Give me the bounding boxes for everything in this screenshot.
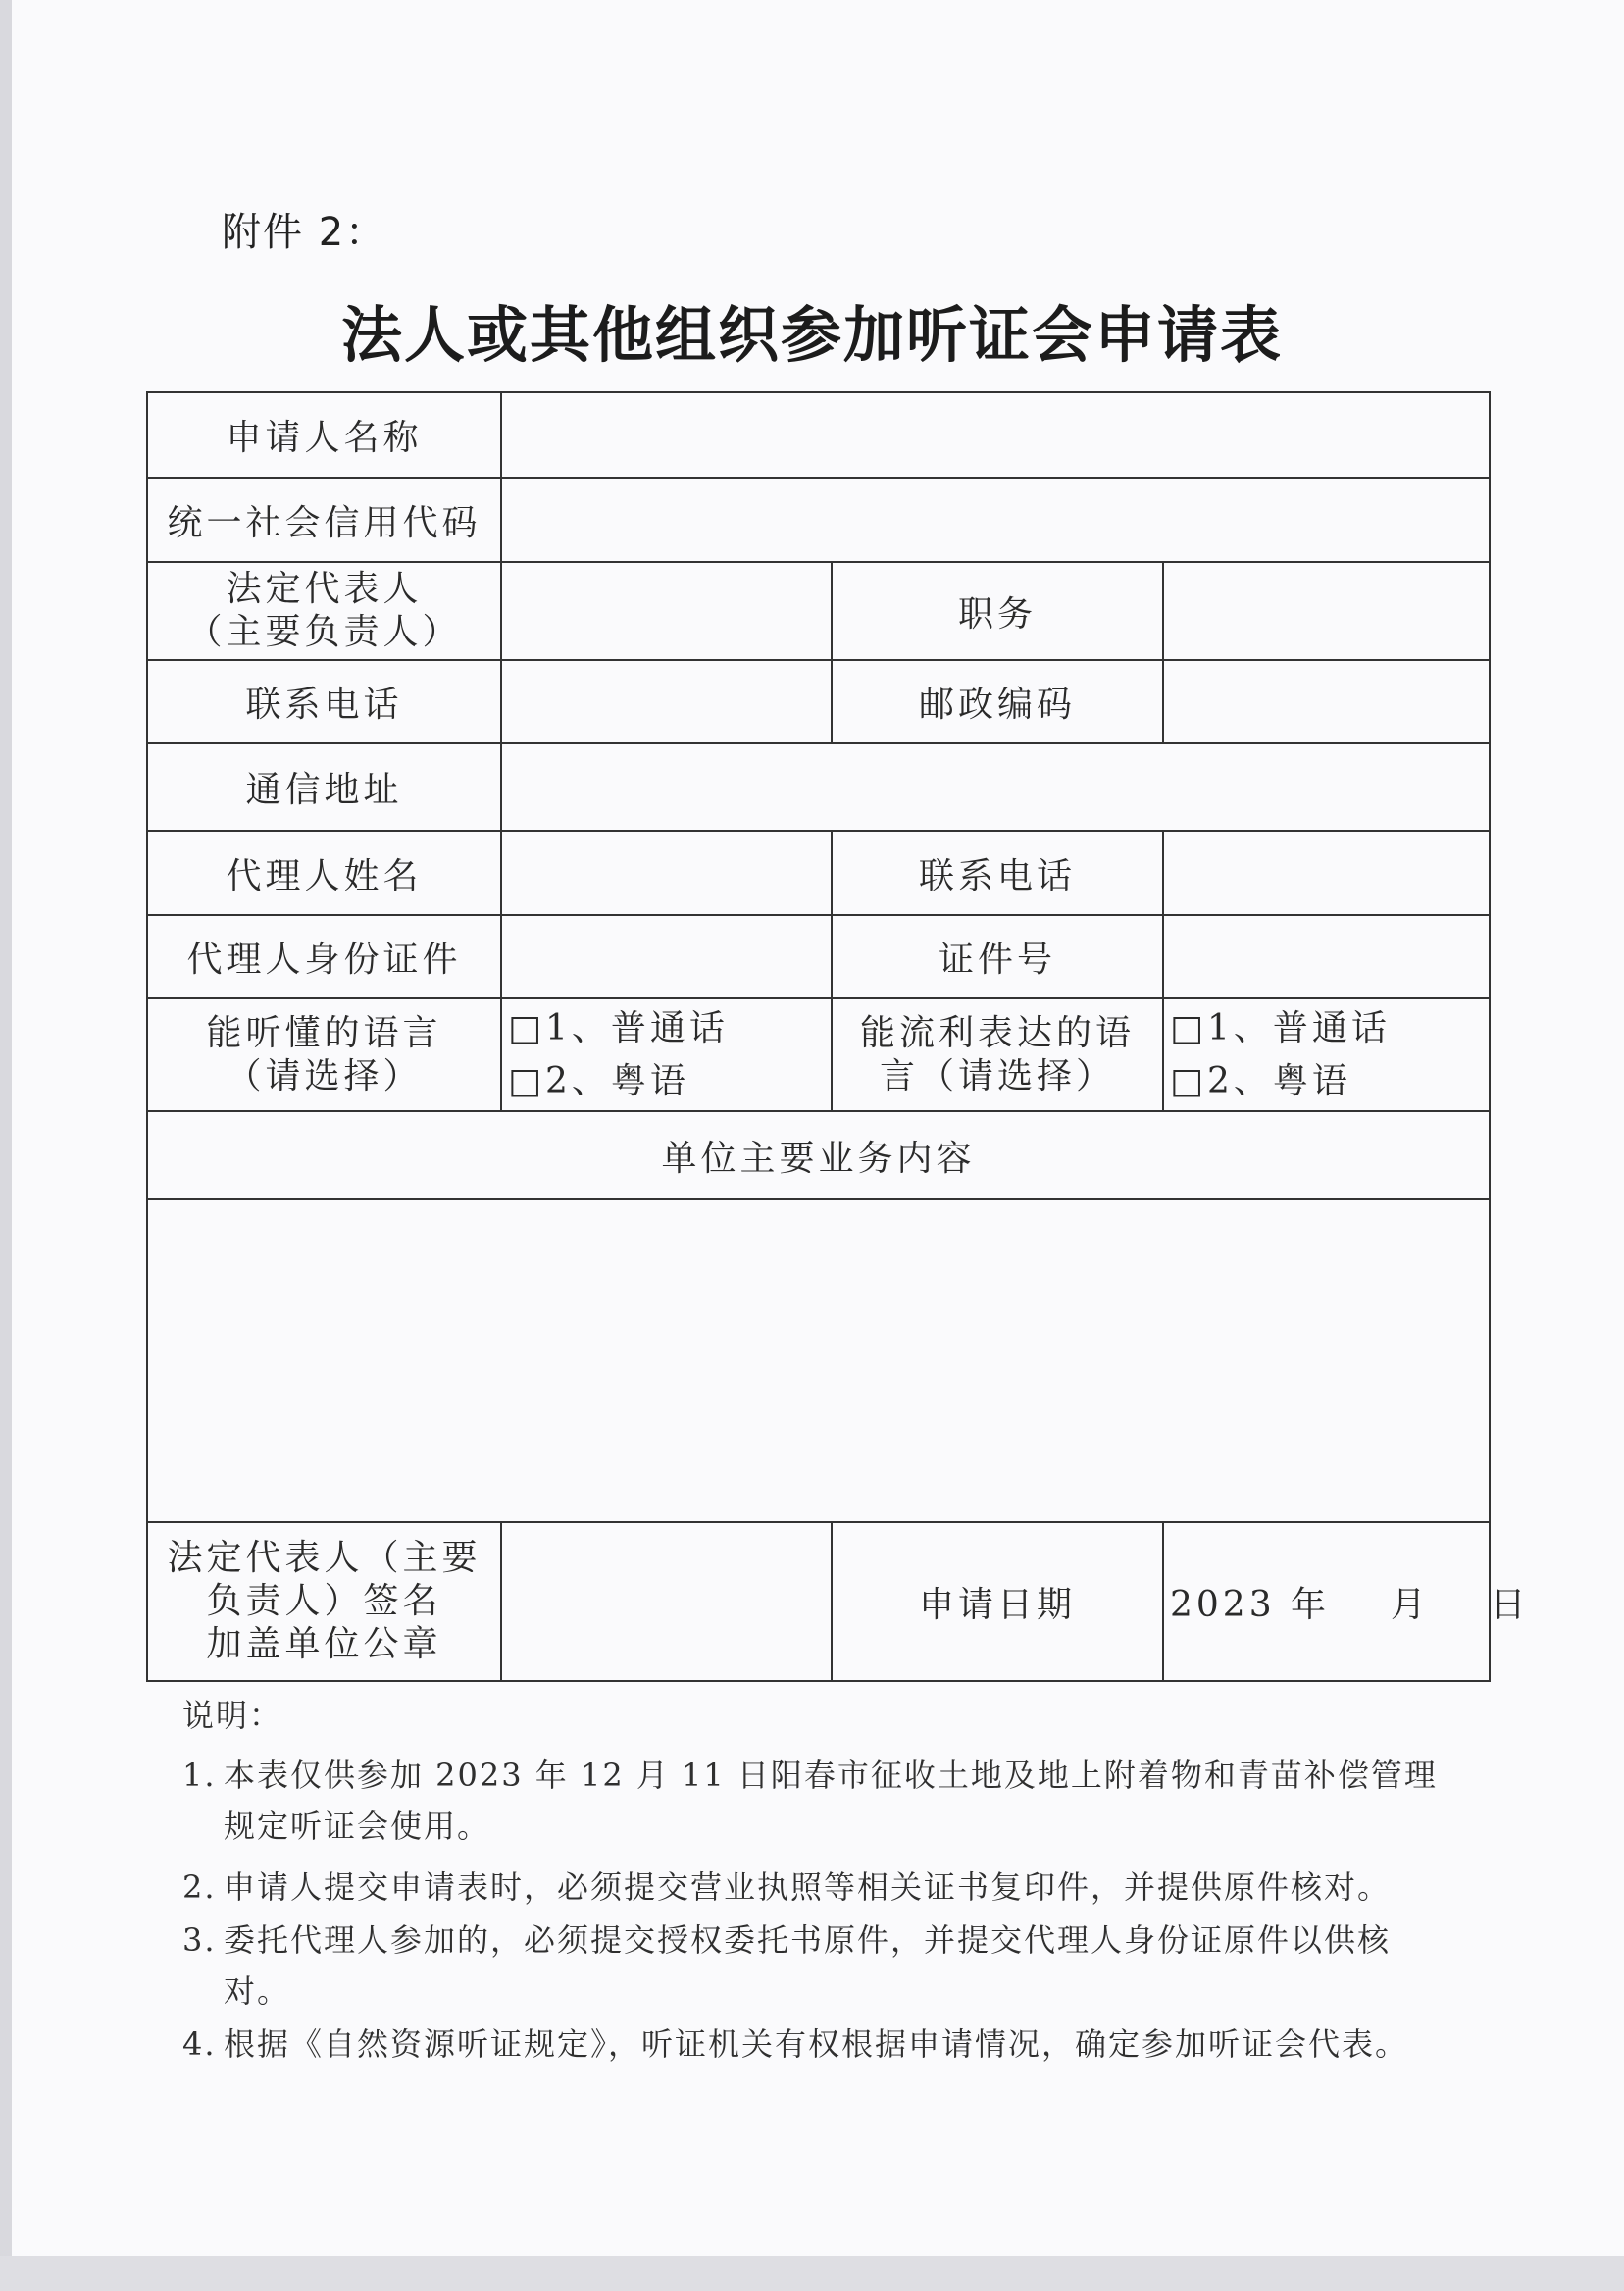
field-business-content[interactable] [147,1199,1490,1522]
label-postal-code: 邮政编码 [832,660,1163,743]
label-agent-id: 代理人身份证件 [147,915,501,998]
note-number: 2. [182,1868,217,1906]
field-position[interactable] [1163,562,1490,660]
legal-rep-line2: （主要负责人） [186,612,462,652]
label-apply-date: 申请日期 [832,1522,1163,1681]
attachment-label: 附件 2： [222,210,387,255]
field-phone[interactable] [501,660,832,743]
field-applicant-name[interactable] [501,392,1490,478]
understand-option-mandarin[interactable]: □1、普通话 [508,1007,729,1048]
signature-line1: 法定代表人（主要 [167,1538,482,1578]
label-speak-language [832,998,1163,1111]
notes-heading: 说明： [182,1697,283,1734]
legal-rep-line1: 法定代表人 [226,569,423,609]
label-position: 职务 [832,562,1163,660]
label-understand-language [147,998,501,1111]
section-business-content: 单位主要业务内容 [147,1111,1490,1199]
label-agent-phone: 联系电话 [832,831,1163,915]
speak-option-mandarin[interactable]: □1、普通话 [1170,1007,1391,1048]
form-title: 法人或其他组织参加听证会申请表 [340,299,1283,371]
label-address: 通信地址 [147,743,501,831]
understand-language-options [501,998,832,1111]
signature-line2: 负责人）签名 [206,1581,442,1621]
note-text: 本表仅供参加 2023 年 12 月 11 日阳春市征收土地及地上附着物和青苗补偿管理规定听证会使用。 [224,1756,1438,1845]
label-legal-representative [147,562,501,660]
speak-lang-line1: 能流利表达的语 [859,1012,1135,1053]
application-form-table [146,391,1530,1682]
note-item [182,1861,1447,1912]
field-agent-id[interactable] [501,915,832,998]
label-signature [147,1522,501,1681]
note-text: 根据《自然资源听证规定》，听证机关有权根据申请情况，确定参加听证会代表。 [224,2025,1409,2062]
note-text: 委托代理人参加的，必须提交授权委托书原件，并提交代理人身份证原件以供核对。 [224,1921,1392,2010]
note-number: 4. [182,2025,217,2062]
speak-option-cantonese[interactable]: □2、粤语 [1170,1060,1351,1101]
signature-line3: 加盖单位公章 [206,1624,442,1664]
label-applicant-name: 申请人名称 [147,392,501,478]
understand-option-cantonese[interactable]: □2、粤语 [508,1060,689,1101]
note-item [182,1914,1447,2016]
understand-lang-line1: 能听懂的语言 [206,1012,442,1053]
field-signature[interactable] [501,1522,832,1681]
field-address[interactable] [501,743,1490,831]
field-legal-representative[interactable] [501,562,832,660]
label-id-number: 证件号 [832,915,1163,998]
note-text: 申请人提交申请表时，必须提交营业执照等相关证书复印件，并提供原件核对。 [224,1868,1392,1906]
speak-lang-line2: 言（请选择） [879,1055,1115,1096]
field-apply-date[interactable]: 2023 年 月 日 [1163,1522,1490,1681]
note-number: 1. [182,1756,217,1794]
note-item [182,2018,1447,2069]
field-postal-code[interactable] [1163,660,1490,743]
field-agent-name[interactable] [501,831,832,915]
field-credit-code[interactable] [501,478,1490,562]
speak-language-options [1163,998,1490,1111]
field-id-number[interactable] [1163,915,1490,998]
understand-lang-line2: （请选择） [226,1055,423,1096]
note-number: 3. [182,1921,217,1959]
label-agent-name: 代理人姓名 [147,831,501,915]
note-item [182,1750,1447,1852]
notes-section [182,1691,1447,2069]
scan-edge-bottom [0,2256,1624,2291]
field-agent-phone[interactable] [1163,831,1490,915]
label-credit-code: 统一社会信用代码 [147,478,501,562]
label-phone: 联系电话 [147,660,501,743]
